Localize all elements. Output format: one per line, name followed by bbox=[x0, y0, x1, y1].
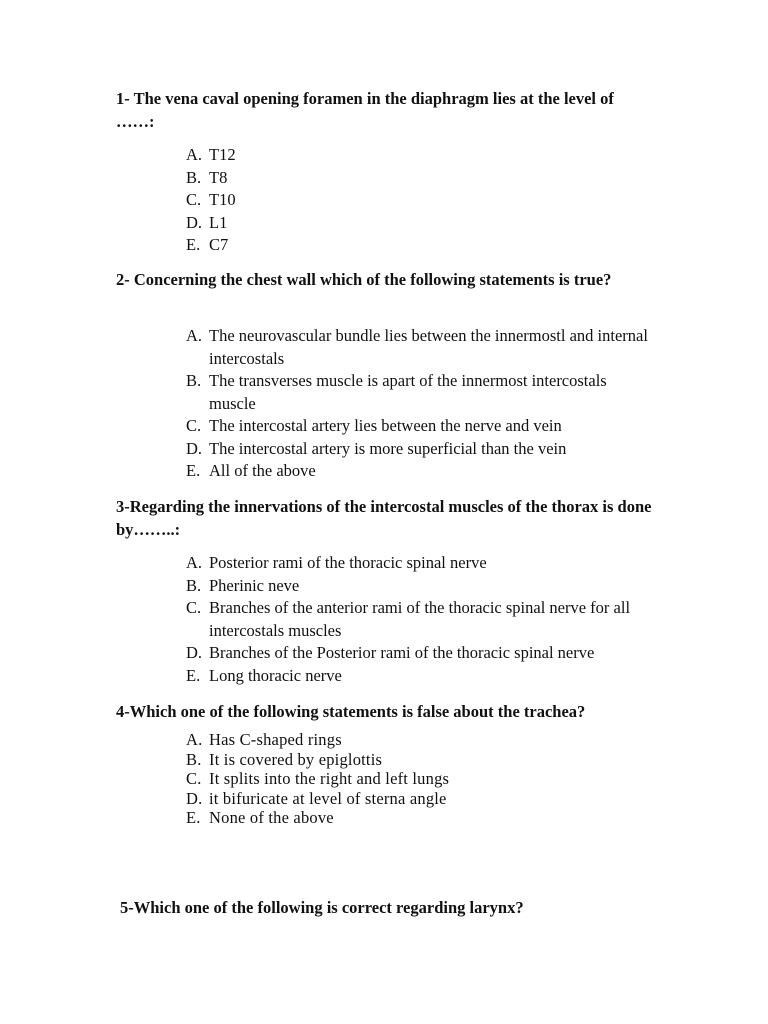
option-item bbox=[186, 212, 656, 235]
question-1-text: 1- The vena caval opening foramen in the diaphragm lies at the level of ……: bbox=[116, 89, 614, 131]
option-letter: A. bbox=[186, 145, 203, 164]
option-item bbox=[186, 144, 656, 167]
option-letter: C. bbox=[186, 416, 202, 435]
option-letter: B. bbox=[186, 575, 202, 595]
option-text: Branches of the anterior rami of the thoracic spinal nerve for all intercostals muscles bbox=[209, 598, 631, 640]
option-item bbox=[186, 769, 656, 789]
option-letter: C. bbox=[186, 598, 202, 617]
option-item bbox=[186, 189, 656, 212]
option-item bbox=[186, 597, 656, 642]
question-4 bbox=[116, 700, 656, 723]
option-text: C7 bbox=[209, 235, 229, 254]
option-text: The transverses muscle is apart of the innermost intercostals muscle bbox=[209, 371, 607, 413]
option-text: The neurovascular bundle lies between the innermostl and internal intercostals bbox=[209, 326, 648, 368]
option-letter: C. bbox=[186, 769, 202, 788]
option-letter: E. bbox=[186, 235, 201, 254]
question-4-options bbox=[186, 730, 656, 828]
option-text: T12 bbox=[209, 145, 236, 164]
option-letter: E. bbox=[186, 808, 201, 827]
option-text: The intercostal artery is more superficial than the vein bbox=[209, 438, 567, 458]
question-2-text: 2- Concerning the chest wall which of the following statements is true? bbox=[116, 270, 612, 289]
option-text: T10 bbox=[209, 190, 236, 209]
option-text: Has C-shaped rings bbox=[209, 730, 342, 749]
question-5 bbox=[120, 896, 660, 919]
question-2-options bbox=[186, 325, 656, 483]
option-item bbox=[186, 370, 656, 415]
question-2 bbox=[116, 268, 656, 291]
option-letter: B. bbox=[186, 167, 202, 187]
option-text: The intercostal artery lies between the nerve and vein bbox=[209, 416, 562, 435]
question-1-options bbox=[186, 144, 656, 257]
option-item bbox=[186, 642, 656, 665]
option-item bbox=[186, 438, 656, 461]
question-4-text: 4-Which one of the following statements is false about the trachea? bbox=[116, 702, 586, 721]
option-text: It is covered by epiglottis bbox=[209, 749, 383, 769]
option-item bbox=[186, 789, 656, 809]
option-item bbox=[186, 415, 656, 438]
option-text: Branches of the Posterior rami of the thoracic spinal nerve bbox=[209, 643, 595, 662]
option-text: None of the above bbox=[209, 808, 334, 827]
option-letter: C. bbox=[186, 190, 202, 209]
question-3-text: 3-Regarding the innervations of the intercostal muscles of the thorax is done by……..: bbox=[116, 497, 652, 539]
option-text: It splits into the right and left lungs bbox=[209, 769, 450, 788]
option-text: L1 bbox=[209, 212, 228, 232]
question-3 bbox=[116, 495, 656, 541]
question-3-options bbox=[186, 552, 656, 687]
question-5-text: 5-Which one of the following is correct regarding larynx? bbox=[120, 898, 524, 917]
option-letter: A. bbox=[186, 326, 203, 345]
option-letter: A. bbox=[186, 553, 203, 572]
option-letter: D. bbox=[186, 438, 203, 458]
option-text: All of the above bbox=[209, 461, 316, 480]
option-letter: B. bbox=[186, 749, 202, 769]
option-letter: E. bbox=[186, 665, 201, 685]
option-item bbox=[186, 167, 656, 190]
option-letter: E. bbox=[186, 461, 201, 480]
question-1 bbox=[116, 87, 656, 133]
option-text: it bifuricate at level of sterna angle bbox=[209, 788, 447, 808]
option-text: Pherinic neve bbox=[209, 575, 300, 595]
option-item bbox=[186, 325, 656, 370]
option-item bbox=[186, 665, 656, 688]
option-letter: D. bbox=[186, 643, 203, 662]
option-letter: B. bbox=[186, 371, 202, 390]
option-item bbox=[186, 552, 656, 575]
option-item bbox=[186, 234, 656, 257]
option-text: Long thoracic nerve bbox=[209, 665, 342, 685]
option-item bbox=[186, 808, 656, 828]
option-letter: D. bbox=[186, 212, 203, 232]
option-letter: D. bbox=[186, 788, 203, 808]
option-letter: A. bbox=[186, 730, 203, 749]
option-item bbox=[186, 460, 656, 483]
option-item bbox=[186, 750, 656, 770]
option-text: T8 bbox=[209, 167, 228, 187]
option-item bbox=[186, 730, 656, 750]
option-item bbox=[186, 575, 656, 598]
option-text: Posterior rami of the thoracic spinal nerve bbox=[209, 553, 487, 572]
